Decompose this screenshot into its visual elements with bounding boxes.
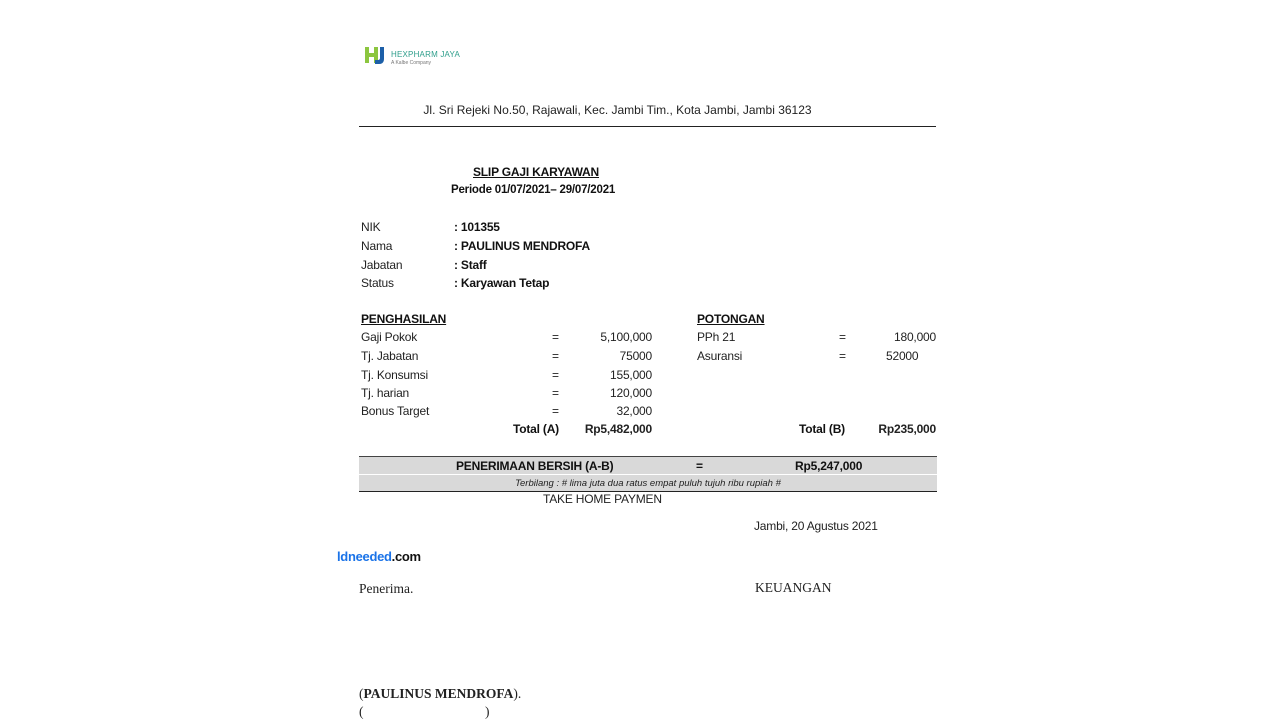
deduction-row-label: Asuransi: [697, 349, 743, 363]
header-divider: [359, 126, 936, 127]
paren-close: ).: [513, 686, 522, 701]
income-row-amount: 120,000: [610, 386, 652, 400]
deduction-row-eq: =: [839, 330, 846, 344]
recipient-name: [359, 686, 521, 702]
position-label: Jabatan: [361, 258, 403, 272]
income-heading: PENGHASILAN: [361, 312, 447, 326]
band-separator: [359, 474, 937, 475]
company-address: Jl. Sri Rejeki No.50, Rajawali, Kec. Jambi Tim., Kota Jambi, Jambi 36123: [423, 103, 812, 117]
income-total-amount: Rp5,482,000: [584, 422, 652, 436]
place-date: Jambi, 20 Agustus 2021: [754, 519, 878, 533]
deduction-total-label: Total (B): [799, 422, 845, 436]
amount-in-words: Terbilang : # lima juta dua ratus empat puluh tujuh ribu rupiah #: [515, 478, 781, 489]
income-row-label: Tj. harian: [361, 386, 410, 400]
nik-label: NIK: [361, 220, 381, 234]
finance-label: KEUANGAN: [755, 580, 832, 595]
name-value: : PAULINUS MENDROFA: [454, 239, 590, 253]
deduction-row-label: PPh 21: [697, 330, 736, 344]
deduction-row-eq: =: [839, 349, 846, 363]
status-label: Status: [361, 276, 394, 290]
income-row-amount: 155,000: [610, 368, 652, 382]
net-pay-label: PENERIMAAN BERSIH (A-B): [456, 459, 614, 473]
paren-open: (: [359, 686, 364, 701]
recipient-name-text: PAULINUS MENDROFA: [363, 686, 514, 701]
income-row-eq: =: [552, 349, 559, 363]
company-name: HEXPHARM JAYA: [391, 50, 460, 59]
take-home-pay-note: TAKE HOME PAYMEN: [543, 492, 662, 506]
net-pay-eq: =: [696, 459, 703, 473]
slip-period: Periode 01/07/2021– 29/07/2021: [451, 184, 616, 196]
recipient-label: Penerima.: [359, 581, 414, 596]
income-row-eq: =: [552, 404, 559, 418]
signature-line: ( ): [359, 704, 490, 719]
income-row-label: Bonus Target: [361, 404, 430, 418]
income-row-label: Gaji Pokok: [361, 330, 418, 344]
company-subtitle: A Kalbe Company: [391, 60, 432, 66]
income-row-eq: =: [552, 368, 559, 382]
slip-title: SLIP GAJI KARYAWAN: [473, 165, 599, 179]
income-row-amount: 5,100,000: [600, 330, 652, 344]
income-row-amount: 32,000: [616, 404, 652, 418]
company-logo-icon: [364, 45, 388, 65]
position-value: : Staff: [454, 258, 487, 272]
income-total-label: Total (A): [513, 422, 559, 436]
income-row-eq: =: [552, 386, 559, 400]
deductions-heading: POTONGAN: [697, 312, 765, 326]
net-pay-amount: Rp5,247,000: [795, 459, 863, 473]
watermark-blue-text: ldneeded: [337, 549, 392, 564]
nik-value: : 101355: [454, 220, 500, 234]
deduction-row-amount: 52000: [886, 349, 919, 363]
income-row-label: Tj. Konsumsi: [361, 368, 428, 382]
income-row-label: Tj. Jabatan: [361, 349, 419, 363]
income-row-eq: =: [552, 330, 559, 344]
deduction-total-amount: Rp235,000: [878, 422, 936, 436]
watermark-dark-text: .com: [391, 549, 421, 564]
watermark-logo: [337, 549, 421, 564]
status-value: : Karyawan Tetap: [454, 276, 550, 290]
deduction-row-amount: 180,000: [894, 330, 936, 344]
income-row-amount: 75000: [619, 349, 652, 363]
name-label: Nama: [361, 239, 393, 253]
